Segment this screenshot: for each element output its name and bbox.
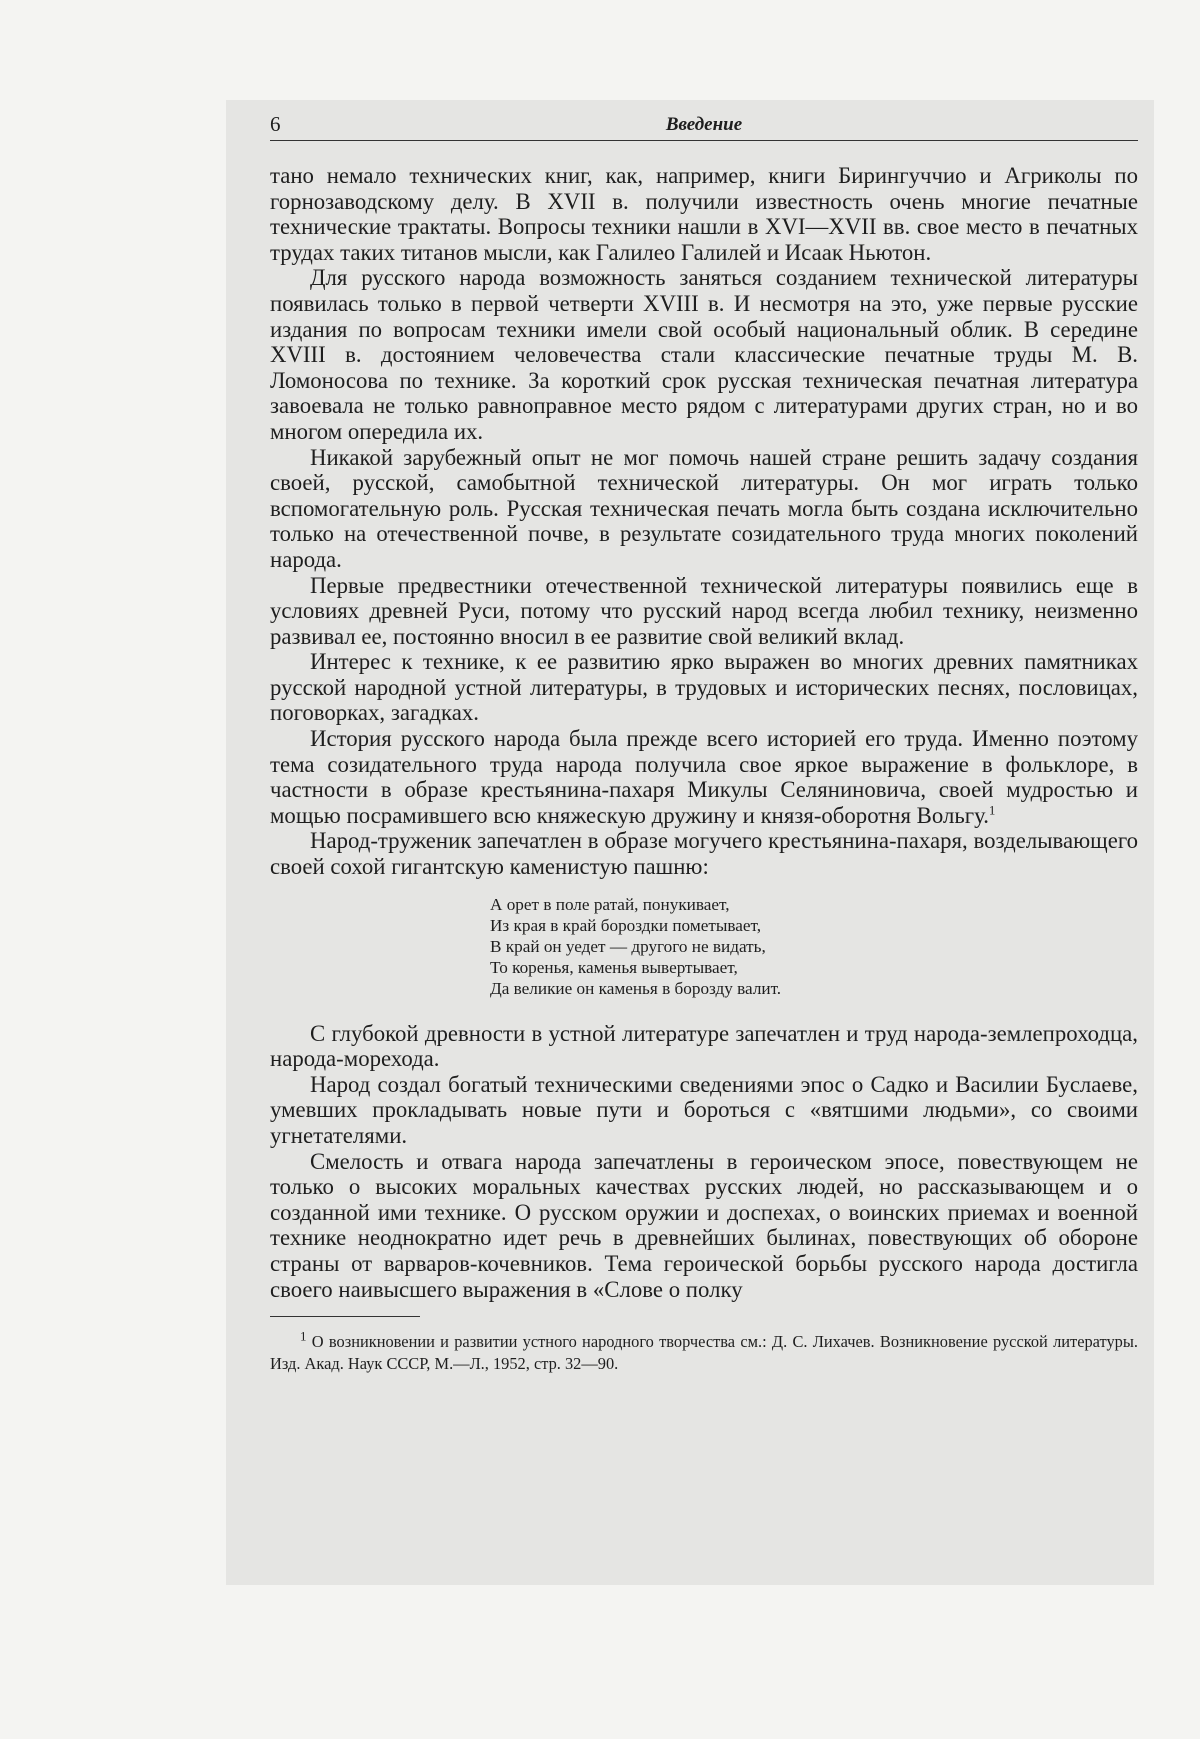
page-number: 6	[270, 112, 281, 136]
running-head	[270, 110, 1138, 141]
footnote-reference: 1	[988, 802, 996, 818]
paragraph-10: Смелость и отвага народа запечатлены в героическом эпосе, повествующем не только о высоких моральных качествах русских людей, но рассказывающем и о созданной ими технике. О русском оружии и доспехах, о воинских приемах и военной технике неоднократно идет речь в древнейших былинах, повествующих об обороне страны от варваров-кочевников. Тема героической борьбы русского народа достигла своего наивысшего выражения в «Слове о полку	[270, 1148, 1138, 1302]
footnote-marker: 1	[300, 1328, 307, 1344]
paragraph-8: С глубокой древности в устной литературе запечатлен и труд народа-землепроходца, народа-морехода.	[270, 1020, 1138, 1072]
footnote-divider	[270, 1316, 420, 1317]
poem-line-3: В край он уедет — другого не видать,	[490, 936, 766, 956]
paragraph-4: Первые предвестники отечественной технической литературы появились еще в условиях древней Руси, потому что русский народ всегда любил технику, неизменно развивал ее, постоянно вносил в ее развитие свой великий вклад.	[270, 572, 1138, 649]
paragraph-6-text: История русского народа была прежде всего историей его труда. Именно поэтому тема созидательного труда народа получила свое яркое выражение в фольклоре, в частности в образе крестьянина-пахаря Микулы Селяниновича, своей мудростью и мощью посрамившего всю княжескую дружину и князя-оборотня Вольгу.	[270, 726, 1138, 828]
paragraph-6	[270, 726, 1138, 828]
poem-line-1: А орет в поле ратай, понукивает,	[490, 894, 730, 914]
poem-quote	[490, 894, 1138, 999]
paragraph-7: Народ-труженик запечатлен в образе могучего крестьянина-пахаря, возделывающего своей сохой гигантскую каменистую пашню:	[270, 828, 1138, 880]
section-title: Введение	[665, 114, 743, 135]
scanned-page	[226, 100, 1154, 1585]
paragraph-9: Народ создал богатый техническими сведениями эпос о Садко и Василии Буслаеве, умевших прокладывать новые пути и бороться с «вятшими людьми», со своими угнетателями.	[270, 1071, 1138, 1148]
poem-line-4: То коренья, каменья вывертывает,	[490, 957, 738, 977]
footnote-text: О возникновении и развитии устного народного творчества см.: Д. С. Лихачев. Возникновение русской литературы. Изд. Акад. Наук СССР, М.—Л., 1952, стр. 32—90.	[270, 1332, 1138, 1374]
poem-line-5: Да великие он каменья в борозду валит.	[490, 978, 782, 998]
footnote	[270, 1328, 1138, 1375]
paragraph-3: Никакой зарубежный опыт не мог помочь нашей стране решить задачу создания своей, русской, самобытной технической литературы. Он мог играть только вспомогательную роль. Русская техническая печать могла быть создана исключительно только на отечественной почве, в результате созидательного труда многих поколений народа.	[270, 444, 1138, 572]
poem-line-2: Из края в край бороздки пометывает,	[490, 915, 762, 935]
paragraph-5: Интерес к технике, к ее развитию ярко выражен во многих древних памятниках русской народной устной литературы, в трудовых и исторических песнях, пословицах, поговорках, загадках.	[270, 649, 1138, 726]
body-text	[270, 163, 1138, 1302]
paragraph-2: Для русского народа возможность заняться созданием технической литературы появилась только в первой четверти XVIII в. И несмотря на это, уже первые русские издания по вопросам техники имели свой особый национальный облик. В середине XVIII в. достоянием человечества стали классические печатные труды М. В. Ломоносова по технике. За короткий срок русская техническая печатная литература завоевала не только равноправное место рядом с литературами других стран, но и во многом опередила их.	[270, 265, 1138, 444]
paragraph-1: тано немало технических книг, как, например, книги Бирингуччио и Агриколы по горнозаводскому делу. В XVII в. получили известность очень многие печатные технические трактаты. Вопросы техники нашли в XVI—XVII вв. свое место в печатных трудах таких титанов мысли, как Галилео Галилей и Исаак Ньютон.	[270, 163, 1138, 265]
